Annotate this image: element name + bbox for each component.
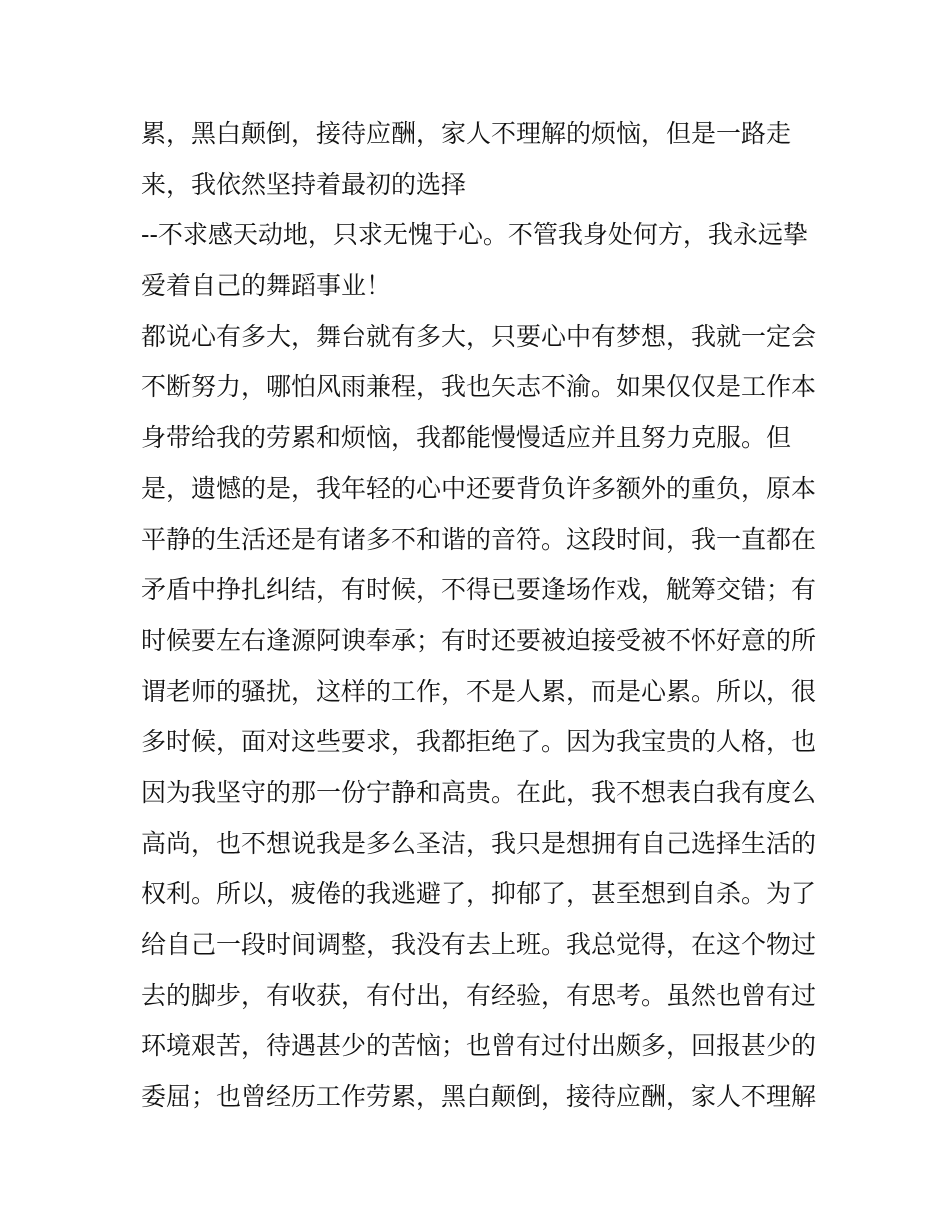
text-line: 累，黑白颠倒，接待应酬，家人不理解的烦恼，但是一路走 [141,119,792,148]
text-line: 爱着自己的舞蹈事业！ [141,271,392,301]
body-text [141,109,821,1123]
text-line: 因为我坚守的那一份宁静和高贵。在此，我不想表白我有度么 [141,777,817,807]
text-line: 委屈；也曾经历工作劳累，黑白颠倒，接待应酬，家人不理解 [141,1082,817,1112]
text-line: 谓老师的骚扰，这样的工作，不是人累，而是心累。所以，很 [141,676,817,706]
text-line: 都说心有多大，舞台就有多大，只要心中有梦想，我就一定会 [141,321,817,351]
text-line: 不断努力，哪怕风雨兼程，我也矢志不渝。如果仅仅是工作本 [141,372,817,402]
text-line: 时候要左右逢源阿谀奉承；有时还要被迫接受被不怀好意的所 [141,625,817,655]
text-line: 矛盾中挣扎纠结，有时候，不得已要逢场作戏，觥筹交错；有 [141,575,817,605]
text-line: 给自己一段时间调整，我没有去上班。我总觉得，在这个物过 [141,930,817,959]
text-line: 来，我依然坚持着最初的选择 [141,169,467,199]
text-line: 身带给我的劳累和烦恼，我都能慢慢适应并且努力克服。但 [141,423,792,453]
text-line: 权利。所以，疲倦的我逃避了，抑郁了，甚至想到自杀。为了 [141,879,817,909]
text-line: 多时候，面对这些要求，我都拒绝了。因为我宝贵的人格，也 [141,727,817,757]
text-line: 是，遗憾的是，我年轻的心中还要背负许多额外的重负，原本 [141,473,817,503]
text-line: 环境艰苦，待遇甚少的苦恼；也曾有过付出颇多，回报甚少的 [141,1031,817,1061]
text-line: 平静的生活还是有诸多不和谐的音符。这段时间，我一直都在 [141,524,817,554]
text-line: --不求感天动地，只求无愧于心。不管我身处何方，我永远挚 [141,220,808,250]
text-line: 高尚，也不想说我是多么圣洁，我只是想拥有自己选择生活的 [141,828,817,858]
text-line: 去的脚步，有收获，有付出，有经验，有思考。虽然也曾有过 [141,980,817,1010]
